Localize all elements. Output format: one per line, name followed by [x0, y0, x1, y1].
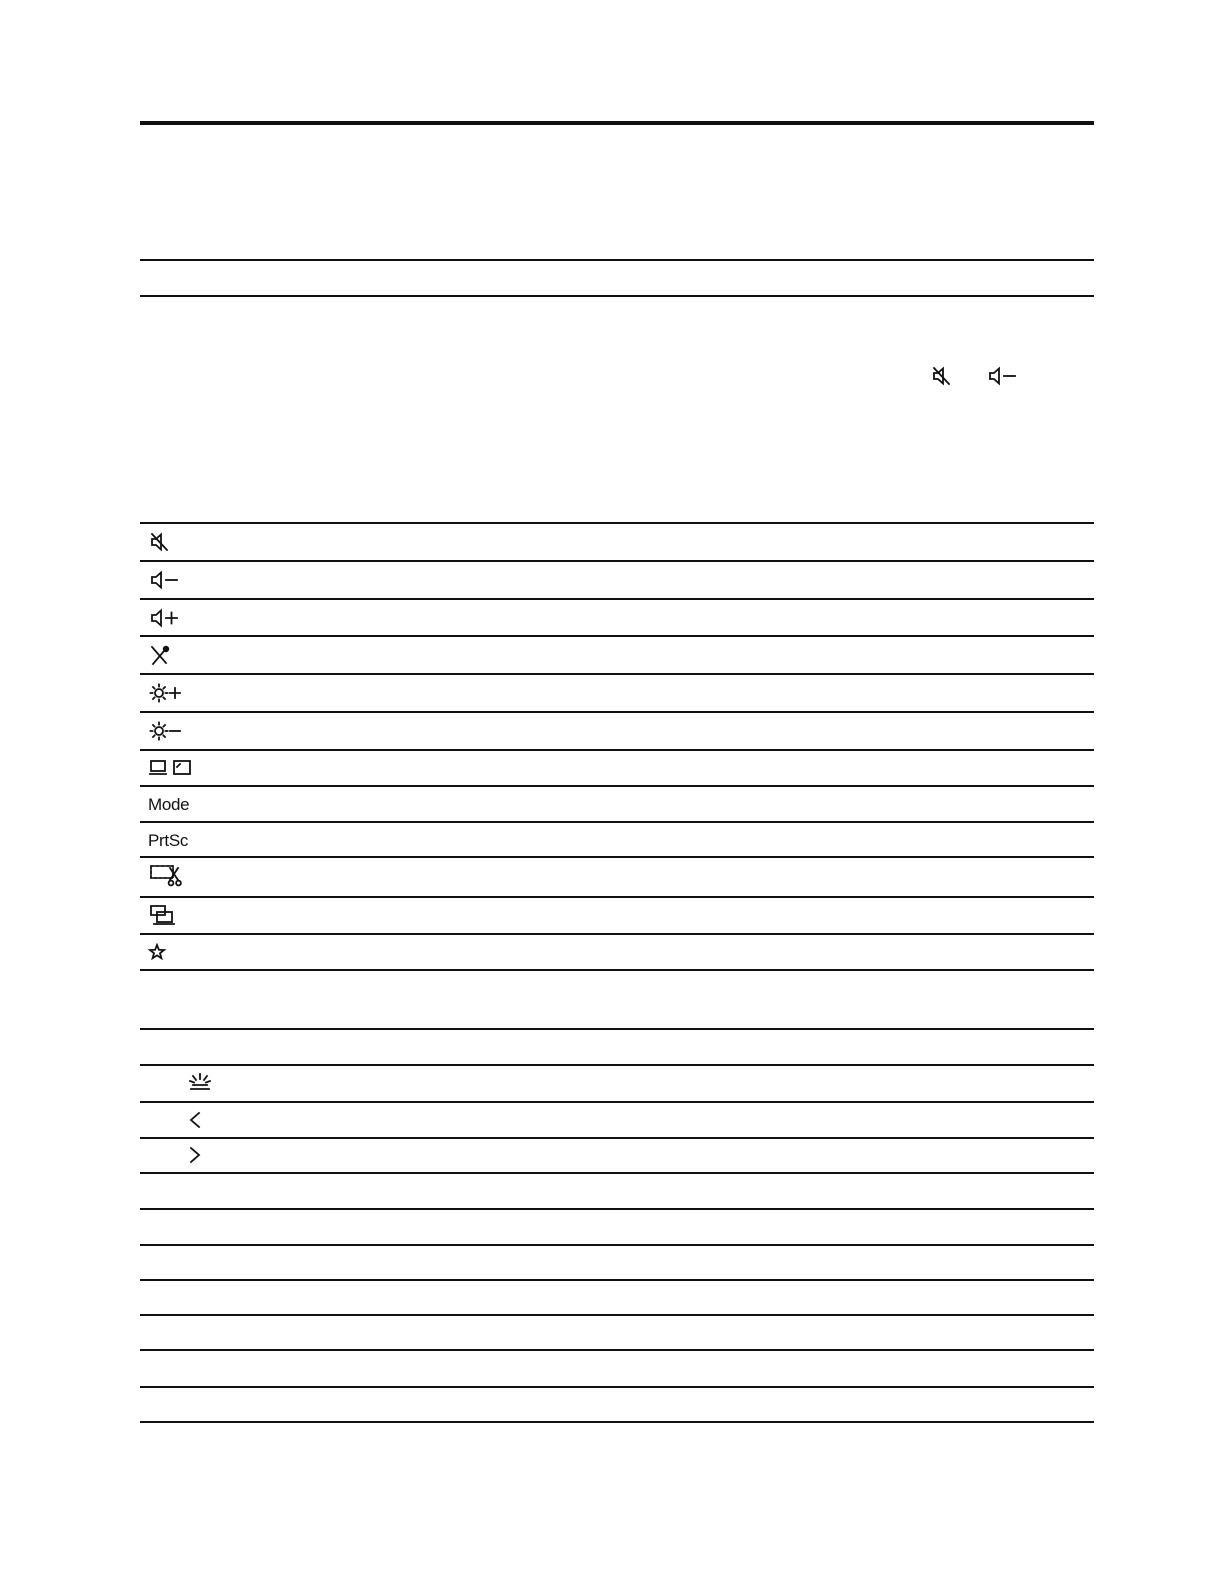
mode-key-label: Mode	[148, 795, 190, 814]
table-rule	[140, 785, 1094, 787]
table-rule	[140, 856, 1094, 858]
table-rule	[140, 821, 1094, 823]
microphone-mute-icon	[150, 645, 172, 667]
display-switch-icon	[150, 759, 192, 777]
table-rule	[140, 1421, 1094, 1423]
speaker-volume-down-icon	[150, 570, 180, 590]
section-rule	[140, 295, 1094, 297]
table-rule	[140, 1101, 1094, 1103]
table-rule	[140, 522, 1094, 524]
speaker-volume-up-icon	[150, 608, 180, 628]
table-rule	[140, 1137, 1094, 1139]
table-rule	[140, 711, 1094, 713]
table-rule	[140, 1314, 1094, 1316]
table-rule	[140, 1279, 1094, 1281]
chevron-left-icon	[188, 1110, 202, 1130]
prtsc-key-label: PrtSc	[148, 831, 189, 850]
table-rule	[140, 1064, 1094, 1066]
table-rule	[140, 1244, 1094, 1246]
keyboard-backlight-icon	[188, 1072, 212, 1092]
brightness-down-icon	[150, 721, 182, 741]
star-icon	[149, 944, 165, 960]
multiple-displays-icon	[150, 905, 176, 927]
table-rule	[140, 1172, 1094, 1174]
section-rule	[140, 259, 1094, 261]
table-rule	[140, 749, 1094, 751]
table-rule	[140, 560, 1094, 562]
table-rule	[140, 635, 1094, 637]
table-rule	[140, 896, 1094, 898]
table-rule	[140, 1208, 1094, 1210]
top-rule	[140, 121, 1094, 125]
speaker-mute-icon	[150, 532, 170, 552]
speaker-mute-icon	[932, 366, 952, 386]
brightness-up-icon	[150, 683, 182, 703]
table-rule	[140, 1028, 1094, 1030]
table-rule	[140, 969, 1094, 971]
speaker-volume-down-icon	[988, 366, 1018, 386]
table-rule	[140, 933, 1094, 935]
chevron-right-icon	[188, 1145, 202, 1165]
snipping-tool-icon	[150, 864, 186, 888]
table-rule	[140, 598, 1094, 600]
table-rule	[140, 1386, 1094, 1388]
table-rule	[140, 1349, 1094, 1351]
table-rule	[140, 673, 1094, 675]
